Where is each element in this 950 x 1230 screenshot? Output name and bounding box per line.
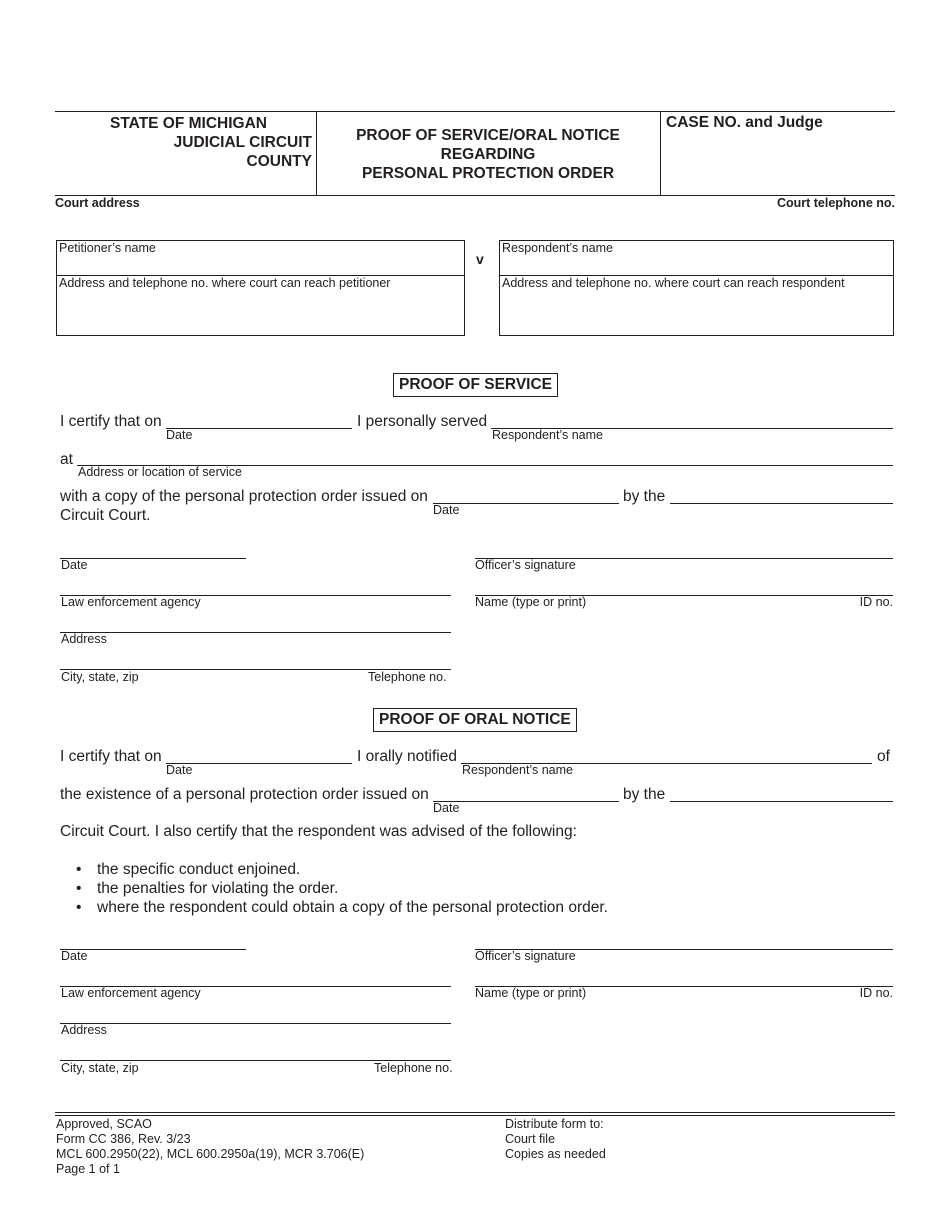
- service-sign-date-field[interactable]: [60, 558, 246, 559]
- oral-agency-label: Law enforcement agency: [61, 986, 201, 1000]
- petitioner-address-label: Address and telephone no. where court can reach petitioner: [59, 276, 391, 290]
- proof-of-service-heading: PROOF OF SERVICE: [393, 373, 558, 397]
- respondent-name-label: Respondent’s name: [502, 241, 613, 255]
- issued-date-caption: Date: [433, 503, 460, 517]
- service-id-label: ID no.: [859, 595, 893, 609]
- footer-page-number: Page 1 of 1: [56, 1162, 120, 1176]
- notified-respondent-caption: Respondent’s name: [462, 763, 573, 777]
- oral-city-label: City, state, zip: [61, 1061, 139, 1075]
- form-title: [318, 126, 658, 183]
- footer-distribute-label: Distribute form to:: [505, 1117, 604, 1131]
- form-title-line-2: REGARDING: [440, 146, 536, 163]
- oral-date-field[interactable]: [166, 763, 352, 764]
- case-number-label: CASE NO. and Judge: [666, 114, 823, 131]
- oral-id-label: ID no.: [859, 986, 893, 1000]
- oral-address-label: Address: [61, 1023, 107, 1037]
- list-item: • where the respondent could obtain a copy of the personal protection order.: [76, 899, 608, 916]
- service-sign-date-label: Date: [61, 558, 88, 572]
- court-line-county: COUNTY: [246, 153, 312, 170]
- footer-court-file: Court file: [505, 1132, 556, 1146]
- footer-approval: [56, 1117, 364, 1177]
- court-address-label: Court address: [55, 196, 140, 210]
- issuing-court-field[interactable]: [670, 503, 893, 504]
- served-respondent-caption: Respondent’s name: [492, 428, 603, 442]
- oral-officer-signature-label: Officer’s signature: [475, 949, 576, 963]
- oral-sign-date-label: Date: [61, 949, 88, 963]
- service-date-caption: Date: [166, 428, 193, 442]
- of-text: of: [877, 748, 890, 765]
- served-text: I personally served: [357, 413, 488, 430]
- issued-date-field[interactable]: [433, 503, 619, 504]
- notified-text: I orally notified: [357, 748, 457, 765]
- service-address-field[interactable]: [60, 632, 451, 633]
- respondent-address-label: Address and telephone no. where court can reach respondent: [502, 276, 845, 290]
- advised-text: Circuit Court. I also certify that the respondent was advised of the following:: [60, 823, 577, 840]
- advised-list: [76, 860, 608, 917]
- service-address-label: Address: [61, 632, 107, 646]
- oral-date-caption: Date: [166, 763, 193, 777]
- form-title-line-3: PERSONAL PROTECTION ORDER: [361, 165, 615, 182]
- oral-issuing-court-field[interactable]: [670, 801, 893, 802]
- service-phone-label: Telephone no.: [368, 670, 447, 684]
- service-certify-text: I certify that on: [60, 413, 162, 430]
- footer-statutes: MCL 600.2950(22), MCL 600.2950a(19), MCR 3.706(E): [56, 1147, 365, 1161]
- oral-by-the-text: by the: [623, 786, 666, 803]
- court-name-block: [60, 114, 312, 171]
- oral-issued-date-caption: Date: [433, 801, 460, 815]
- list-item: • the penalties for violating the order.: [76, 880, 339, 897]
- oral-sign-date-field[interactable]: [60, 949, 246, 950]
- service-city-label: City, state, zip: [61, 670, 139, 684]
- oral-officer-name-label: Name (type or print): [475, 986, 587, 1000]
- oral-phone-label: Telephone no.: [374, 1061, 453, 1075]
- form-title-line-1: PROOF OF SERVICE/ORAL NOTICE: [356, 127, 620, 144]
- list-item: • the specific conduct enjoined.: [76, 861, 301, 878]
- oral-certify-text: I certify that on: [60, 748, 162, 765]
- footer-distribution: [505, 1117, 606, 1162]
- service-date-field[interactable]: [166, 428, 352, 429]
- footer-copies: Copies as needed: [505, 1147, 606, 1161]
- versus-label: v: [476, 251, 484, 267]
- footer-approved: Approved, SCAO: [56, 1117, 152, 1131]
- service-officer-name-label: Name (type or print): [475, 595, 587, 609]
- oral-address-field[interactable]: [60, 1023, 451, 1024]
- service-agency-label: Law enforcement agency: [61, 595, 201, 609]
- at-text: at: [60, 451, 73, 468]
- by-the-text: by the: [623, 488, 666, 505]
- circuit-court-text: Circuit Court.: [60, 507, 151, 524]
- court-telephone-label: Court telephone no.: [776, 196, 895, 210]
- copy-issued-text: with a copy of the personal protection order issued on: [60, 488, 428, 505]
- proof-of-oral-notice-heading: PROOF OF ORAL NOTICE: [373, 708, 577, 732]
- service-officer-signature-label: Officer’s signature: [475, 558, 576, 572]
- service-location-caption: Address or location of service: [78, 465, 242, 479]
- oral-issued-date-field[interactable]: [433, 801, 619, 802]
- footer-form-number: Form CC 386, Rev. 3/23: [56, 1132, 191, 1146]
- court-line-circuit: JUDICIAL CIRCUIT: [173, 134, 312, 151]
- existence-text: the existence of a personal protection order issued on: [60, 786, 429, 803]
- petitioner-name-label: Petitioner’s name: [59, 241, 156, 255]
- court-line-state: STATE OF MICHIGAN: [110, 115, 267, 132]
